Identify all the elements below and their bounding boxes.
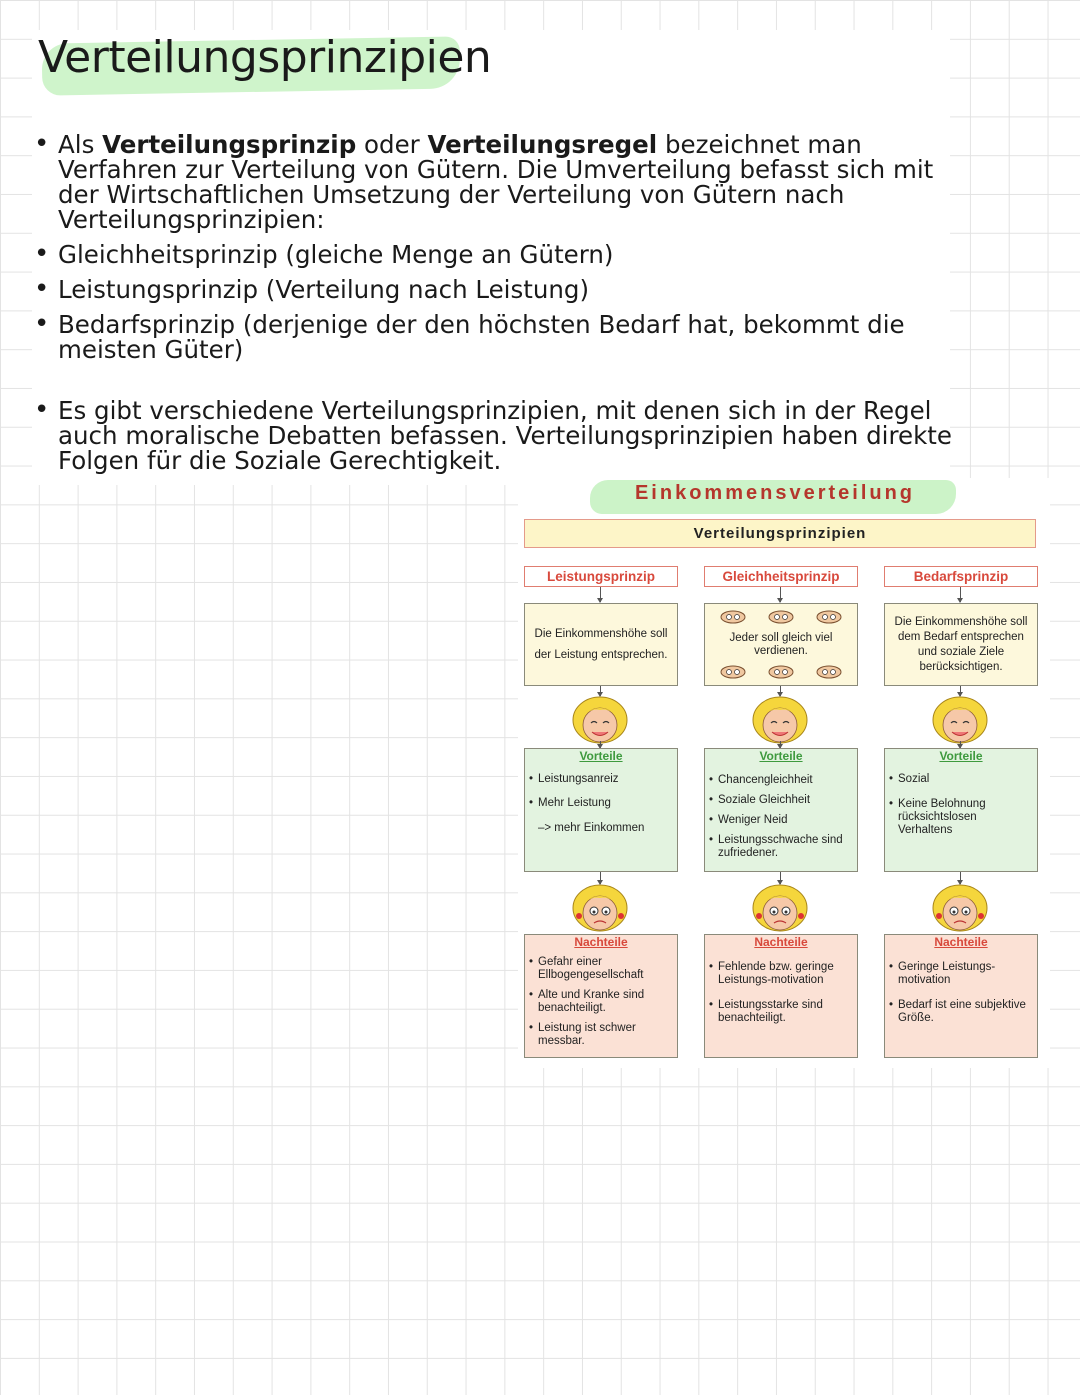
cons-panel: [704, 934, 858, 1058]
bullet-definition: • Als Verteilungsprinzip oder Verteilungsregel bezeichnet man Verfahren zur Verteilung von Gütern. Die Umverteilung befasst sich mit der Wirtschaftlichen Umsetzung der Verteilung von Gütern nach Verteilungsprinzipien:: [30, 132, 960, 232]
list-item: • Weniger Neid: [709, 814, 853, 827]
arrow-icon: [780, 872, 781, 884]
list-item: • Alte und Kranke sind benachteiligt.: [529, 989, 673, 1015]
page-title: Verteilungsprinzipien: [38, 32, 492, 83]
cons-heading: Nachteile: [574, 935, 628, 949]
arrow-icon: [960, 872, 961, 884]
cons-heading: Nachteile: [754, 935, 808, 949]
arrow-icon: [780, 686, 781, 696]
list-item: • Chancengleichheit: [709, 774, 853, 787]
pros-heading: Vorteile: [579, 749, 623, 763]
list-item: • Leistung ist schwer messbar.: [529, 1022, 673, 1048]
column-title: Gleichheitsprinzip: [704, 566, 858, 587]
list-item: • Mehr Leistung: [529, 797, 673, 810]
list-item: • Gefahr einer Ellbogengesellschaft: [529, 956, 673, 982]
bullet-leistungsprinzip: • Leistungsprinzip (Verteilung nach Leistung): [30, 277, 960, 302]
list-item: • Bedarf ist eine subjektive Größe.: [889, 999, 1033, 1025]
column-title: Bedarfsprinzip: [884, 566, 1038, 587]
pros-heading: Vorteile: [759, 749, 803, 763]
pros-panel: [524, 748, 678, 872]
coin-face-icon: [720, 610, 746, 624]
coin-face-icon: [720, 665, 746, 679]
pros-panel: [704, 748, 858, 872]
arrow-icon: [600, 686, 601, 696]
coin-face-icon: [816, 610, 842, 624]
happy-face-icon: [571, 696, 629, 746]
arrow-icon: [600, 872, 601, 884]
pros-panel: [884, 748, 1038, 872]
coin-faces-row: [709, 665, 853, 679]
arrow-icon: [600, 741, 601, 748]
list-item: • Leistungsschwache sind zufriedener.: [709, 834, 853, 860]
column-gleichheitsprinzip: [704, 566, 858, 1066]
description-box: Die Einkommenshöhe soll der Leistung entsprechen.: [524, 603, 678, 686]
description-box: [704, 603, 858, 686]
worried-face-icon: [571, 884, 629, 934]
cons-panel: [884, 934, 1038, 1058]
bullet-moral-debate: • Es gibt verschiedene Verteilungsprinzipien, mit denen sich in der Regel auch moralische Debatten befassen. Verteilungsprinzipien haben direkte Folgen für die Soziale Gerechtigkeit.: [30, 398, 960, 473]
coin-face-icon: [768, 610, 794, 624]
column-title: Leistungsprinzip: [524, 566, 678, 587]
arrow-icon: [960, 686, 961, 696]
arrow-icon: [960, 741, 961, 748]
description-box: Die Einkommenshöhe soll dem Bedarf entsprechen und soziale Ziele berücksichtigen.: [884, 603, 1038, 686]
list-item: • Leistungsstarke sind benachteiligt.: [709, 999, 853, 1025]
arrow-icon: [780, 587, 781, 602]
arrow-icon: [780, 741, 781, 748]
coin-face-icon: [768, 665, 794, 679]
arrow-icon: [600, 587, 601, 602]
coin-faces-row: [709, 610, 853, 624]
column-leistungsprinzip: [524, 566, 678, 1066]
bullet-bedarfsprinzip: • Bedarfsprinzip (derjenige der den höchsten Bedarf hat, bekommt die meisten Güter): [30, 312, 960, 362]
list-item: –> mehr Einkommen: [538, 822, 645, 834]
happy-face-icon: [751, 696, 809, 746]
list-item: • Sozial: [889, 773, 1033, 786]
list-item: • Geringe Leistungs-motivation: [889, 961, 1033, 987]
list-item: • Fehlende bzw. geringe Leistungs-motivation: [709, 961, 853, 987]
column-bedarfsprinzip: [884, 566, 1038, 1066]
cons-heading: Nachteile: [934, 935, 988, 949]
bullet-list: [30, 132, 960, 473]
bullet-gleichheitsprinzip: • Gleichheitsprinzip (gleiche Menge an Gütern): [30, 242, 960, 267]
cons-panel: [524, 934, 678, 1058]
description-text: Jeder soll gleich viel verdienen.: [729, 631, 833, 657]
list-item: • Keine Belohnung rücksichtslosen Verhaltens: [889, 798, 1033, 837]
list-item: • Soziale Gleichheit: [709, 794, 853, 807]
diagram-title: Einkommensverteilung: [634, 482, 916, 504]
arrow-icon: [960, 587, 961, 602]
diagram-header: Verteilungsprinzipien: [524, 519, 1036, 548]
coin-face-icon: [816, 665, 842, 679]
worried-face-icon: [751, 884, 809, 934]
happy-face-icon: [931, 696, 989, 746]
worried-face-icon: [931, 884, 989, 934]
list-item: • Leistungsanreiz: [529, 773, 673, 786]
pros-heading: Vorteile: [939, 749, 983, 763]
